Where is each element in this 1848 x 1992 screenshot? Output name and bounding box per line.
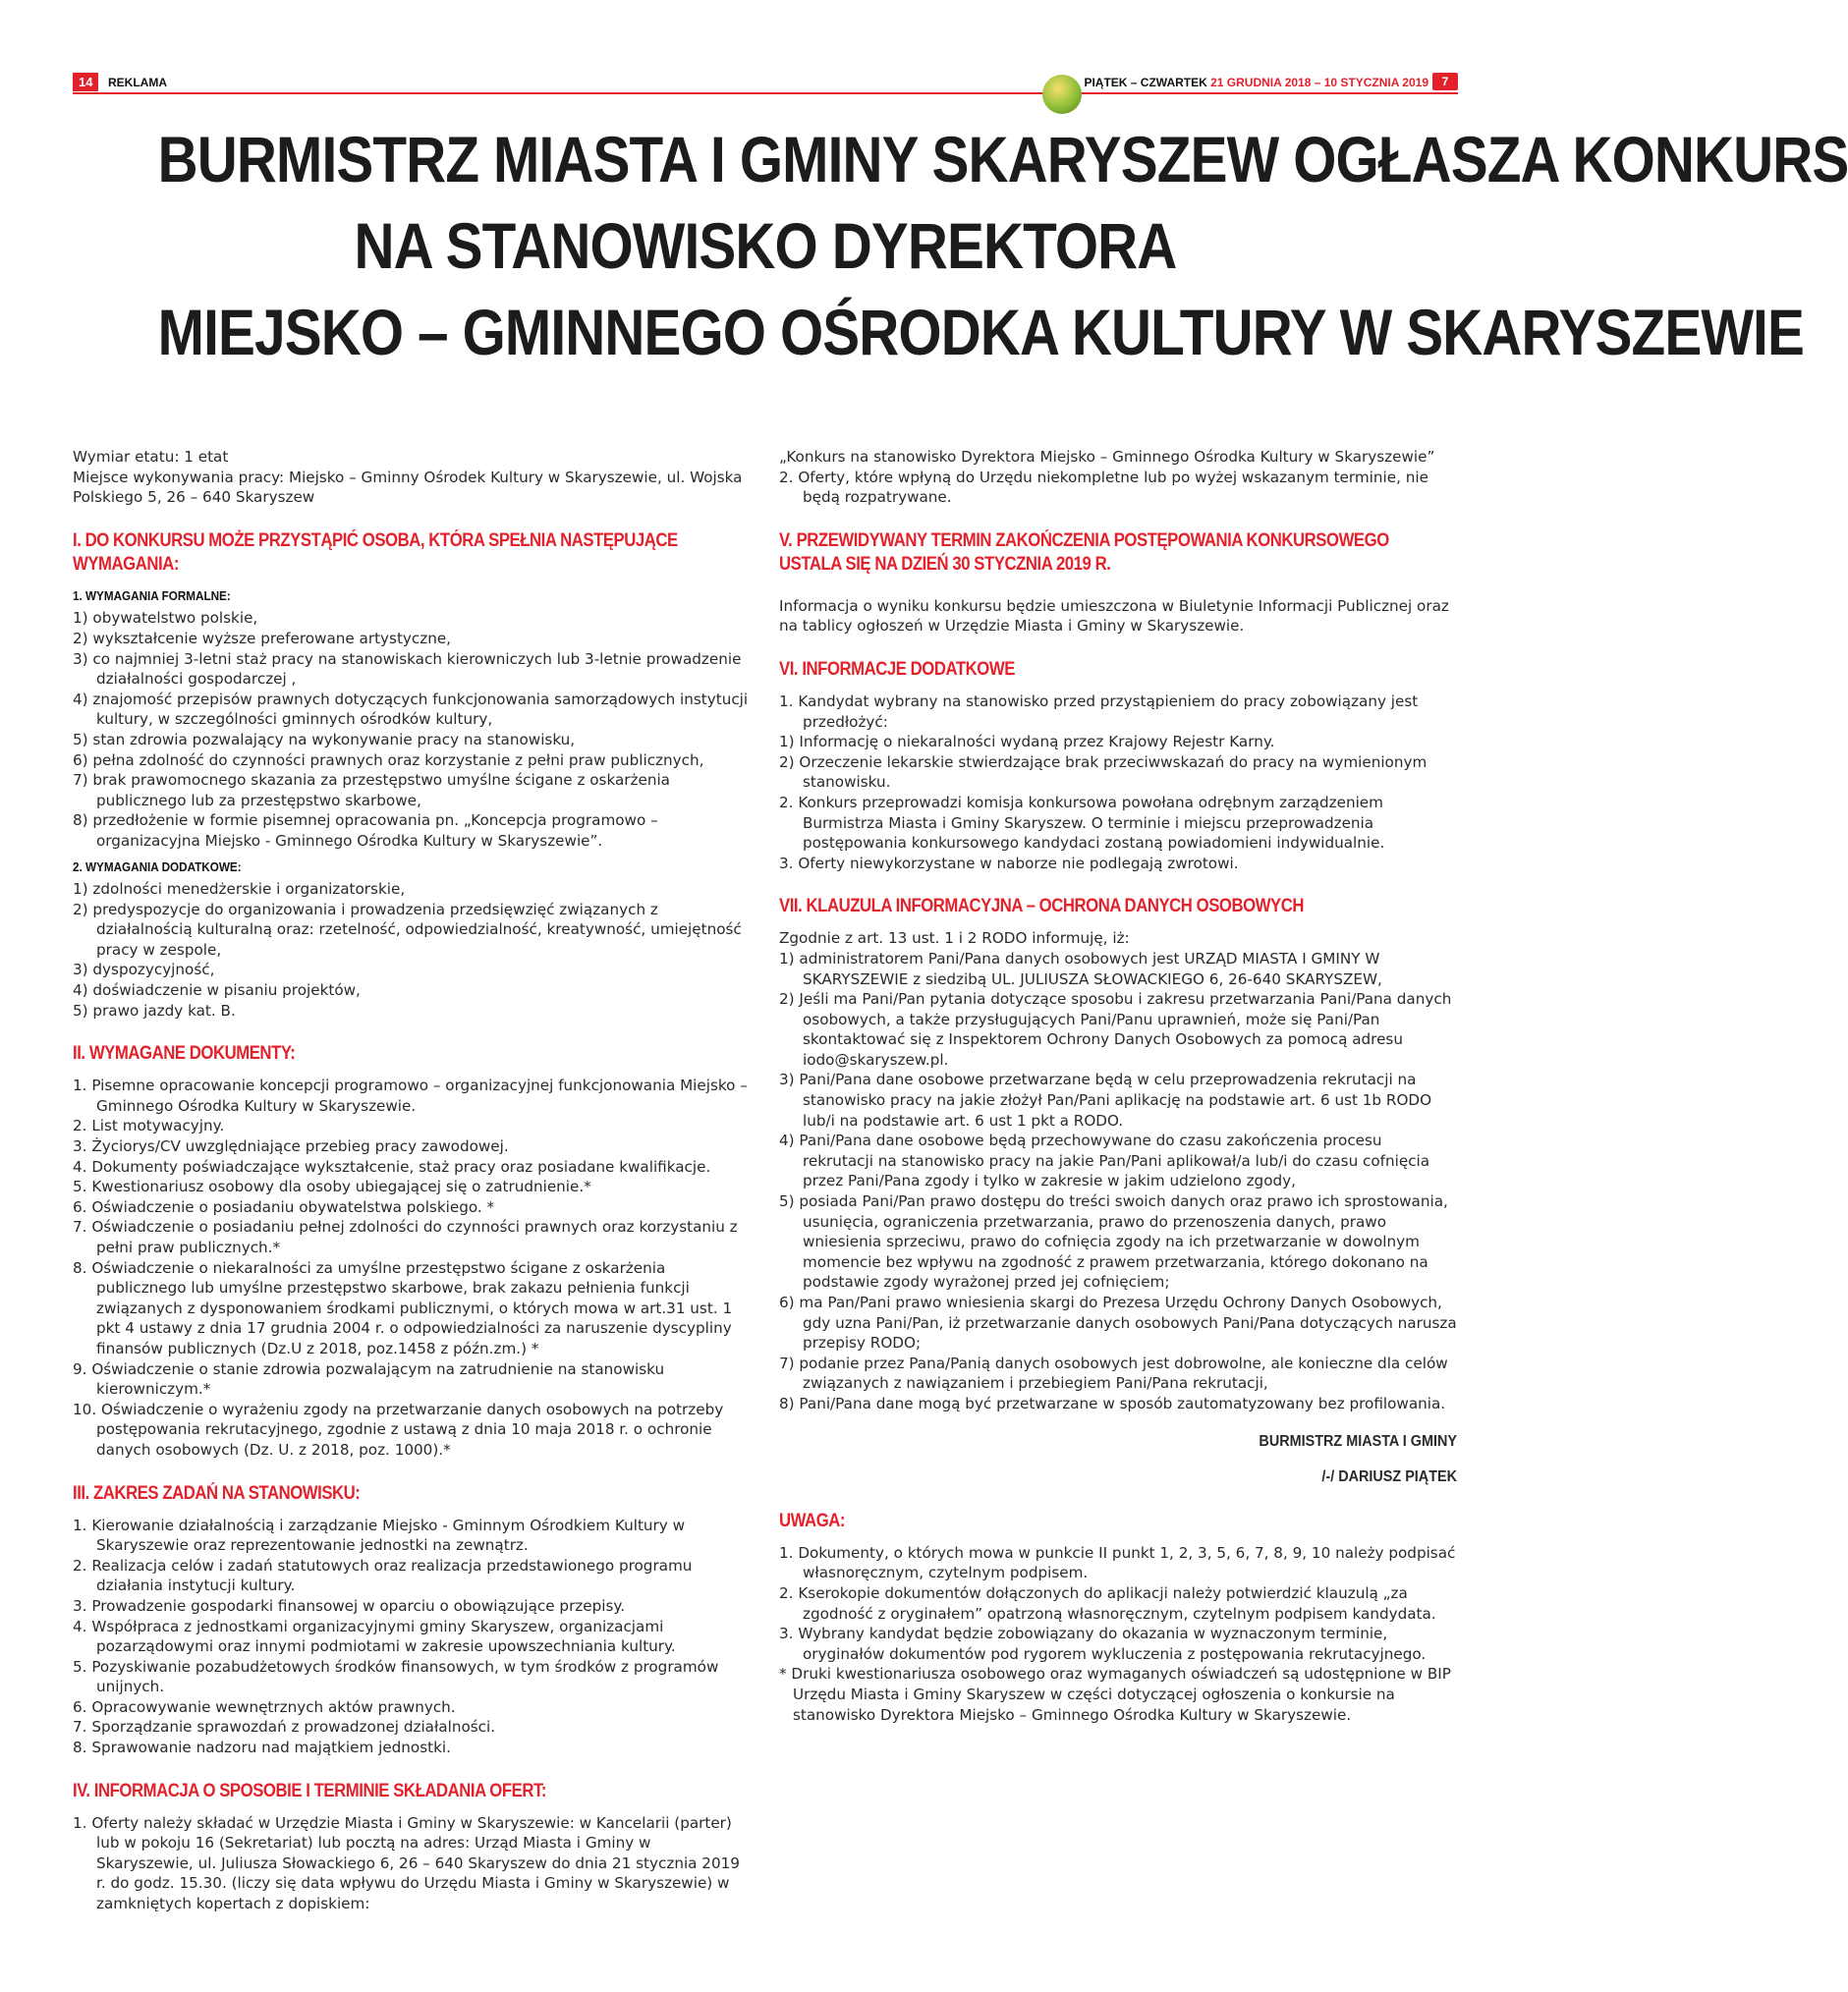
rodo-lead: Zgodnie z art. 13 ust. 1 i 2 RODO informuję, iż: [779, 929, 1130, 948]
submission-list [73, 1813, 751, 1914]
title-line: MIEJSKO – GMINNEGO OŚRODKA KULTURY W SKARYSZEWIE [157, 296, 1804, 368]
subsection-heading: 1. WYMAGANIA FORMALNE: [73, 587, 231, 603]
list-item: 3. Wybrany kandydat będzie zobowiązany do okazania w wyznaczonym terminie, oryginałów dokumentów pod rygorem wykluczenia z postępowania rekrutacyjnego. [779, 1625, 1427, 1663]
section-label: REKLAMA [108, 76, 167, 89]
title-line: NA STANOWISKO DYREKTORA [354, 209, 1177, 282]
title-line: BURMISTRZ MIASTA I GMINY SKARYSZEW OGŁASZA KONKURS [157, 123, 1848, 195]
list-item: 2) Jeśli ma Pani/Pan pytania dotyczące sposobu i zakresu przetwarzania Pani/Pana danych osobowych, a także przysługujących Pani/Panu uprawnień, może się Pani/Pan skontaktować się z Inspektorem Ochrony Danych Osobowych za pomocą adresu iodo@skaryszew.pl. [779, 990, 1452, 1069]
list-item: 1. Kierowanie działalnością i zarządzanie Miejsko - Gminnym Ośrodkiem Kultury w Skaryszewie oraz reprezentowanie jednostki na zewnątrz. [73, 1516, 686, 1555]
list-item: 1) administratorem Pani/Pana danych osobowych jest URZĄD MIASTA I GMINY W SKARYSZEWIE z siedzibą UL. JULIUSZA SŁOWACKIEGO 6, 26-640 SKARYSZEW, [779, 949, 1382, 988]
right-column [779, 447, 1457, 1725]
documents-list [73, 1076, 751, 1460]
list-item: 8. Oświadczenie o niekaralności za umyślne przestępstwo ścigane z oskarżenia publicznego lub umyślne przestępstwo skarbowe, brak zakazu pełnienia funkcji związanych z dysponowaniem środkami publicznymi, o których mowa w art.31 ust. 1 pkt 4 ustawy z dnia 17 grudnia 2004 r. o odpowiedzialności za naruszenie dyscypliny finansów publicznych (Dz.U z 2018, poz.1458 z późn.zm.) * [73, 1258, 733, 1357]
result-info: Informacja o wyniku konkursu będzie umieszczona w Biuletynie Informacji Publicznej oraz na tablicy ogłoszeń w Urzędzie Miasta i Gminy w Skaryszewie. [779, 596, 1449, 636]
list-item: 2. Oferty, które wpłyną do Urzędu niekompletne lub po wyżej wskazanym terminie, nie będą rozpatrywane. [779, 468, 1428, 507]
list-item: 3. Życiorys/CV uwzględniające przebieg pracy zawodowej. [73, 1137, 509, 1156]
list-item: 9. Oświadczenie o stanie zdrowia pozwalającym na zatrudnienie na stanowisku kierowniczym.* [73, 1359, 665, 1399]
list-item: 1) zdolności menedżerskie i organizatorskie, [73, 880, 406, 899]
list-item: 8) przedłożenie w formie pisemnej opracowania pn. „Koncepcja programowo – organizacyjna Miejsko - Gminnego Ośrodka Kultury w Skaryszewie”. [73, 811, 658, 850]
section-heading: IV. INFORMACJA O SPOSOBIE I TERMINIE SKŁADANIA OFERT: [73, 1780, 547, 1801]
list-item: 3) co najmniej 3-letni staż pracy na stanowiskach kierowniczych lub 3-letnie prowadzenie działalności gospodarczej , [73, 649, 742, 689]
notice-list [779, 1543, 1457, 1665]
additional-info-list [779, 692, 1457, 873]
page-header [73, 73, 1458, 92]
page-number: 14 [73, 73, 98, 91]
list-item: 5) stan zdrowia pozwalający na wykonywanie pracy na stanowisku, [73, 730, 576, 748]
list-item: 3) dyspozycyjność, [73, 961, 215, 979]
list-item: 7) brak prawomocnego skazania za przestępstwo umyślne ścigane z oskarżenia publicznego lub za przestępstwo skarbowe, [73, 771, 670, 809]
header-rule [73, 92, 1458, 94]
section-heading: I. DO KONKURSU MOŻE PRZYSTĄPIĆ OSOBA, KTÓRA SPEŁNIA NASTĘPUJĄCE WYMAGANIA: [73, 529, 678, 575]
list-item: 2. Realizacja celów i zadań statutowych oraz realizacja przedstawionego programu działania instytucji kultury. [73, 1556, 693, 1595]
list-item: 1. Pisemne opracowanie koncepcji programowo – organizacyjnej funkcjonowania Miejsko – Gminnego Ośrodka Kultury w Skaryszewie. [73, 1077, 748, 1115]
list-item: 8. Sprawowanie nadzoru nad majątkiem jednostki. [73, 1739, 451, 1757]
list-item: 7) podanie przez Pana/Panią danych osobowych jest dobrowolne, ale konieczne dla celów związanych z nawiązaniem i przebiegiem Pani/Pana rekrutacji, [779, 1354, 1448, 1393]
list-item: 7. Sporządzanie sprawozdań z prowadzonej działalności. [73, 1718, 496, 1737]
section-heading: UWAGA: [779, 1510, 846, 1531]
additional-requirements-list [73, 879, 751, 1021]
list-item: 5) posiada Pani/Pan prawo dostępu do treści swoich danych oraz prawo ich sprostowania, usunięcia, ograniczenia przetwarzania, prawo do przenoszenia danych, prawo wniesienia sprzeciwu, prawo do cofnięcia zgody na ich przetwarzanie w dowolnym momencie bez wpływu na zgodność z prawem przetwarzania, którego dokonano na podstawie zgody wyrażonej przed jej cofnięciem; [779, 1192, 1448, 1292]
christmas-bauble-icon [1042, 75, 1082, 114]
list-item: 3) Pani/Pana dane osobowe przetwarzane będą w celu przeprowadzenia rekrutacji na stanowisko pracy na jakie złożył Pan/Pani aplikację na podstawie art. 6 ust 1b RODO lub/i na podstawie art. 6 ust 1 pkt a RODO. [779, 1071, 1432, 1130]
list-item: 5. Pozyskiwanie pozabudżetowych środków finansowych, w tym środków z programów unijnych. [73, 1657, 719, 1696]
section-heading: V. PRZEWIDYWANY TERMIN ZAKOŃCZENIA POSTĘPOWANIA KONKURSOWEGO USTALA SIĘ NA DZIEŃ 30 STYCZNIA 2019 R. [779, 529, 1389, 575]
formal-requirements-list [73, 608, 751, 851]
section-heading: III. ZAKRES ZADAŃ NA STANOWISKU: [73, 1482, 361, 1504]
submission-quote: „Konkurs na stanowisko Dyrektora Miejsko – Gminnego Ośrodka Kultury w Skaryszewie” [779, 448, 1435, 466]
list-item: 2. List motywacyjny. [73, 1117, 225, 1135]
issue-date [1084, 76, 1428, 89]
list-item: 1. Kandydat wybrany na stanowisko przed przystąpieniem do pracy zobowiązany jest przedłożyć: [779, 692, 1419, 731]
list-item: 4) Pani/Pana dane osobowe będą przechowywane do czasu zakończenia procesu rekrutacji na stanowisko pracy na jakie Pan/Pani aplikował/a lub/i do czasu cofnięcia przez Pani/Pana zgody i tylko w zakresie w jakim udzielono zgody, [779, 1132, 1430, 1190]
list-item: 4) doświadczenie w pisaniu projektów, [73, 981, 361, 1000]
footnote: * Druki kwestionariusza osobowego oraz wymaganych oświadczeń są udostępnione w BIP Urzędu Miasta i Gminy Skaryszew w części dotyczącej ogłoszenia o konkursie na stanowisko Dyrektora Miejsko – Gminnego Ośrodka Kultury w Skaryszewie. [779, 1665, 1451, 1724]
list-item: 2. Konkurs przeprowadzi komisja konkursowa powołana odrębnym zarządzeniem Burmistrza Miasta i Gminy Skaryszew. O terminie i miejscu przeprowadzenia postępowania konkursowego kandydaci zostaną powiadomieni indywidualnie. [779, 793, 1385, 853]
intro [73, 447, 751, 508]
list-item: 3. Prowadzenie gospodarki finansowej w oparciu o obowiązujące przepisy. [73, 1596, 626, 1615]
rodo-list [779, 949, 1457, 1414]
list-item: 2) wykształcenie wyższe preferowane artystyczne, [73, 629, 452, 647]
page-title [157, 116, 1848, 375]
list-item: 1. Dokumenty, o których mowa w punkcie II punkt 1, 2, 3, 5, 6, 7, 8, 9, 10 należy podpisać własnoręcznym, czytelnym podpisem. [779, 1543, 1456, 1582]
signature-title: BURMISTRZ MIASTA I GMINY [1259, 1432, 1457, 1450]
list-item: 10. Oświadczenie o wyrażeniu zgody na przetwarzanie danych osobowych na potrzeby postępowania rekrutacyjnego, zgodnie z ustawą z dnia 10 maja 2018 r. o ochronie danych osobowych (Dz. U. z 2018, poz. 1000).* [73, 1400, 724, 1459]
publication-logo: 7 [1432, 73, 1458, 90]
list-item: 1) Informację o niekaralności wydaną przez Krajowy Rejestr Karny. [779, 733, 1275, 751]
date-prefix: PIĄTEK – CZWARTEK [1084, 76, 1207, 89]
intro-line: Miejsce wykonywania pracy: Miejsko – Gminny Ośrodek Kultury w Skaryszewie, ul. Wojska Polskiego 5, 26 – 640 Skaryszew [73, 468, 743, 507]
list-item: 6) ma Pan/Pani prawo wniesienia skargi do Prezesa Urzędu Ochrony Danych Osobowych, gdy uzna Pani/Pan, iż przetwarzanie danych osobowych Pani/Pana dotyczących narusza przepisy RODO; [779, 1294, 1457, 1353]
signature-name: /-/ DARIUSZ PIĄTEK [1321, 1468, 1457, 1486]
intro-line: Wymiar etatu: 1 etat [73, 448, 229, 466]
list-item: 6) pełna zdolność do czynności prawnych oraz korzystanie z pełni praw publicznych, [73, 750, 704, 769]
submission-list-cont [779, 468, 1457, 508]
list-item: 4. Dokumenty poświadczające wykształcenie, staż pracy oraz posiadane kwalifikacje. [73, 1157, 711, 1176]
list-item: 5) prawo jazdy kat. B. [73, 1001, 236, 1020]
list-item: 1) obywatelstwo polskie, [73, 609, 258, 628]
section-heading: II. WYMAGANE DOKUMENTY: [73, 1043, 296, 1065]
list-item: 1. Oferty należy składać w Urzędzie Miasta i Gminy w Skaryszewie: w Kancelarii (parter) lub w pokoju 16 (Sekretariat) lub pocztą na adres: Urząd Miasta i Gminy w Skaryszewie, ul. Juliusza Słowackiego 6, 26 – 640 Skaryszew do dnia 21 stycznia 2019 r. do godz. 15.30. (liczy się data wpływu do Urzędu Miasta i Gminy w Skaryszewie) w zamkniętych kopertach z dopiskiem: [73, 1813, 740, 1913]
list-item: 2) predyspozycje do organizowania i prowadzenia przedsięwzięć związanych z działalnością kulturalną oraz: rzetelność, odpowiedzialność, kreatywność, umiejętność pracy w zespole, [73, 900, 742, 959]
duties-list [73, 1516, 751, 1758]
list-item: 4) znajomość przepisów prawnych dotyczących funkcjonowania samorządowych instytucji kultury, w szczególności gminnych ośrodków kultury, [73, 690, 749, 729]
list-item: 6. Opracowywanie wewnętrznych aktów prawnych. [73, 1697, 456, 1716]
list-item: 7. Oświadczenie o posiadaniu pełnej zdolności do czynności prawnych oraz korzystaniu z pełni praw publicznych.* [73, 1218, 738, 1256]
list-item: 2. Kserokopie dokumentów dołączonych do aplikacji należy potwierdzić klauzulą „za zgodność z oryginałem” opatrzoną własnoręcznym, czytelnym podpisem kandydata. [779, 1583, 1436, 1623]
date-range: 21 GRUDNIA 2018 – 10 STYCZNIA 2019 [1210, 76, 1428, 89]
list-item: 4. Współpraca z jednostkami organizacyjnymi gminy Skaryszew, organizacjami pozarządowymi oraz innymi podmiotami w zakresie upowszechniania kultury. [73, 1617, 676, 1656]
list-item: 2) Orzeczenie lekarskie stwierdzające brak przeciwwskazań do pracy na wymienionym stanowisku. [779, 752, 1428, 792]
list-item: 5. Kwestionariusz osobowy dla osoby ubiegającej się o zatrudnienie.* [73, 1178, 591, 1196]
section-heading: VII. KLAUZULA INFORMACYJNA – OCHRONA DANYCH OSOBOWYCH [779, 896, 1305, 917]
list-item: 8) Pani/Pana dane mogą być przetwarzane w sposób zautomatyzowany bez profilowania. [779, 1394, 1446, 1412]
list-item: 6. Oświadczenie o posiadaniu obywatelstwa polskiego. * [73, 1197, 495, 1216]
left-column [73, 447, 751, 1914]
list-item: 3. Oferty niewykorzystane w naborze nie podlegają zwrotowi. [779, 854, 1239, 872]
section-heading: VI. INFORMACJE DODATKOWE [779, 658, 1015, 680]
subsection-heading: 2. WYMAGANIA DODATKOWE: [73, 858, 242, 874]
